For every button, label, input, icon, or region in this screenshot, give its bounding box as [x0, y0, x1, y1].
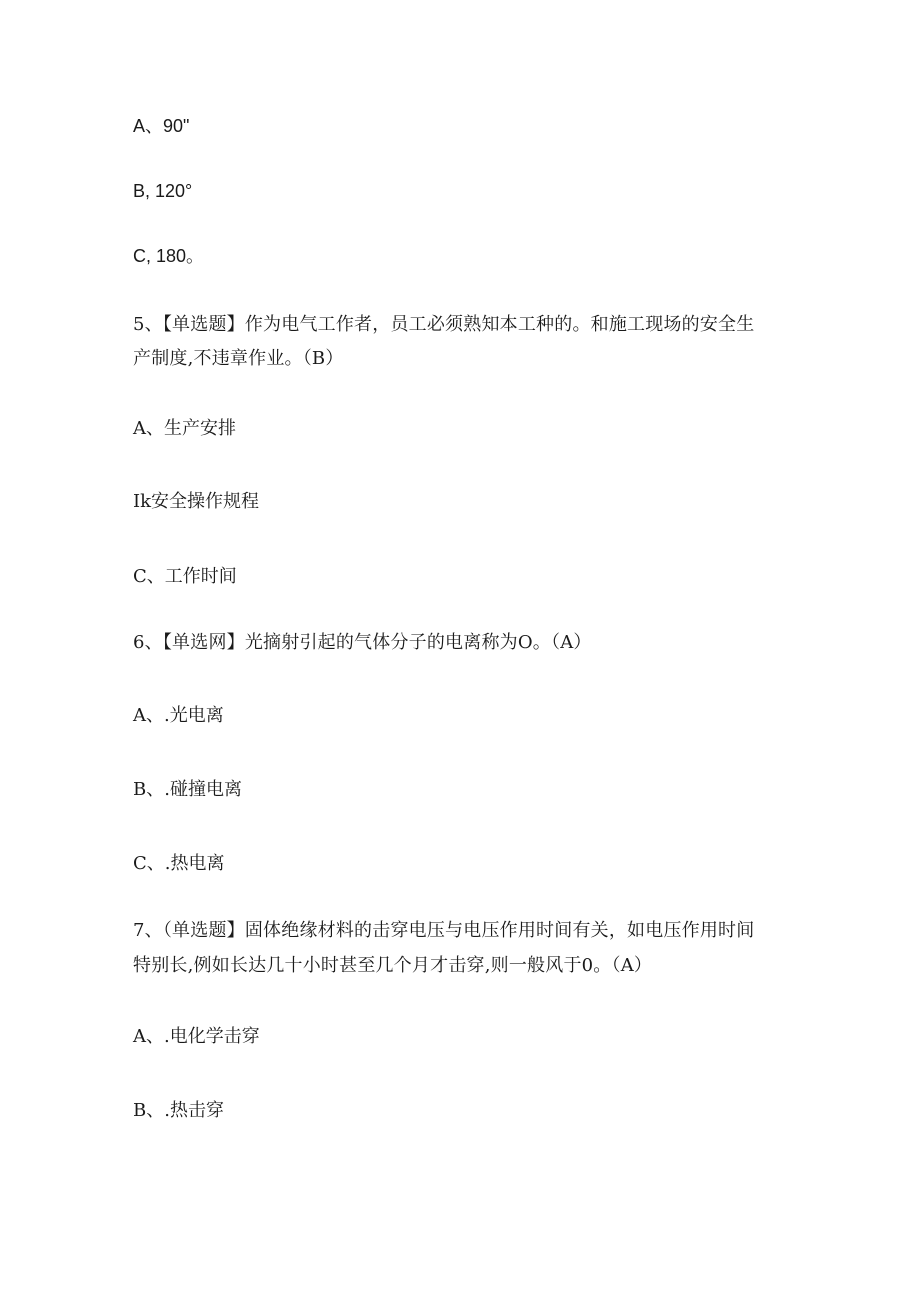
q7-option-b: B、.热击穿 — [133, 1100, 224, 1121]
q5-question-line2: 产制度,不违章作业。（B） — [133, 348, 344, 369]
q6-question: 6、【单选网】光摘射引起的气体分子的电离称为O。（A） — [133, 632, 592, 653]
q7-option-a: A、.电化学击穿 — [133, 1026, 260, 1047]
q6-option-a: A、.光电离 — [133, 705, 224, 726]
q5-option-a: A、生产安排 — [133, 418, 236, 439]
q6-option-b: B、.碰撞电离 — [133, 779, 242, 800]
q4-option-a: A、90" — [133, 116, 190, 136]
q5-option-b: Ik安全操作规程 — [133, 491, 260, 512]
q7-question-line1: 7、（单选题】固体绝缘材料的击穿电压与电压作用时间有关，如电压作用时间 — [133, 920, 755, 941]
q5-question-line1: 5、【单选题】作为电气工作者，员工必须熟知本工种的。和施工现场的安全生 — [133, 314, 755, 335]
q4-option-c: C, 180。 — [133, 246, 205, 266]
q4-option-b: B, 120° — [133, 181, 193, 201]
q5-option-c: C、工作时间 — [133, 566, 237, 587]
q7-question-line2: 特别长,例如长达几十小时甚至几个月才击穿,则一般风于0。（A） — [133, 955, 653, 976]
q6-option-c: C、.热电离 — [133, 853, 225, 874]
